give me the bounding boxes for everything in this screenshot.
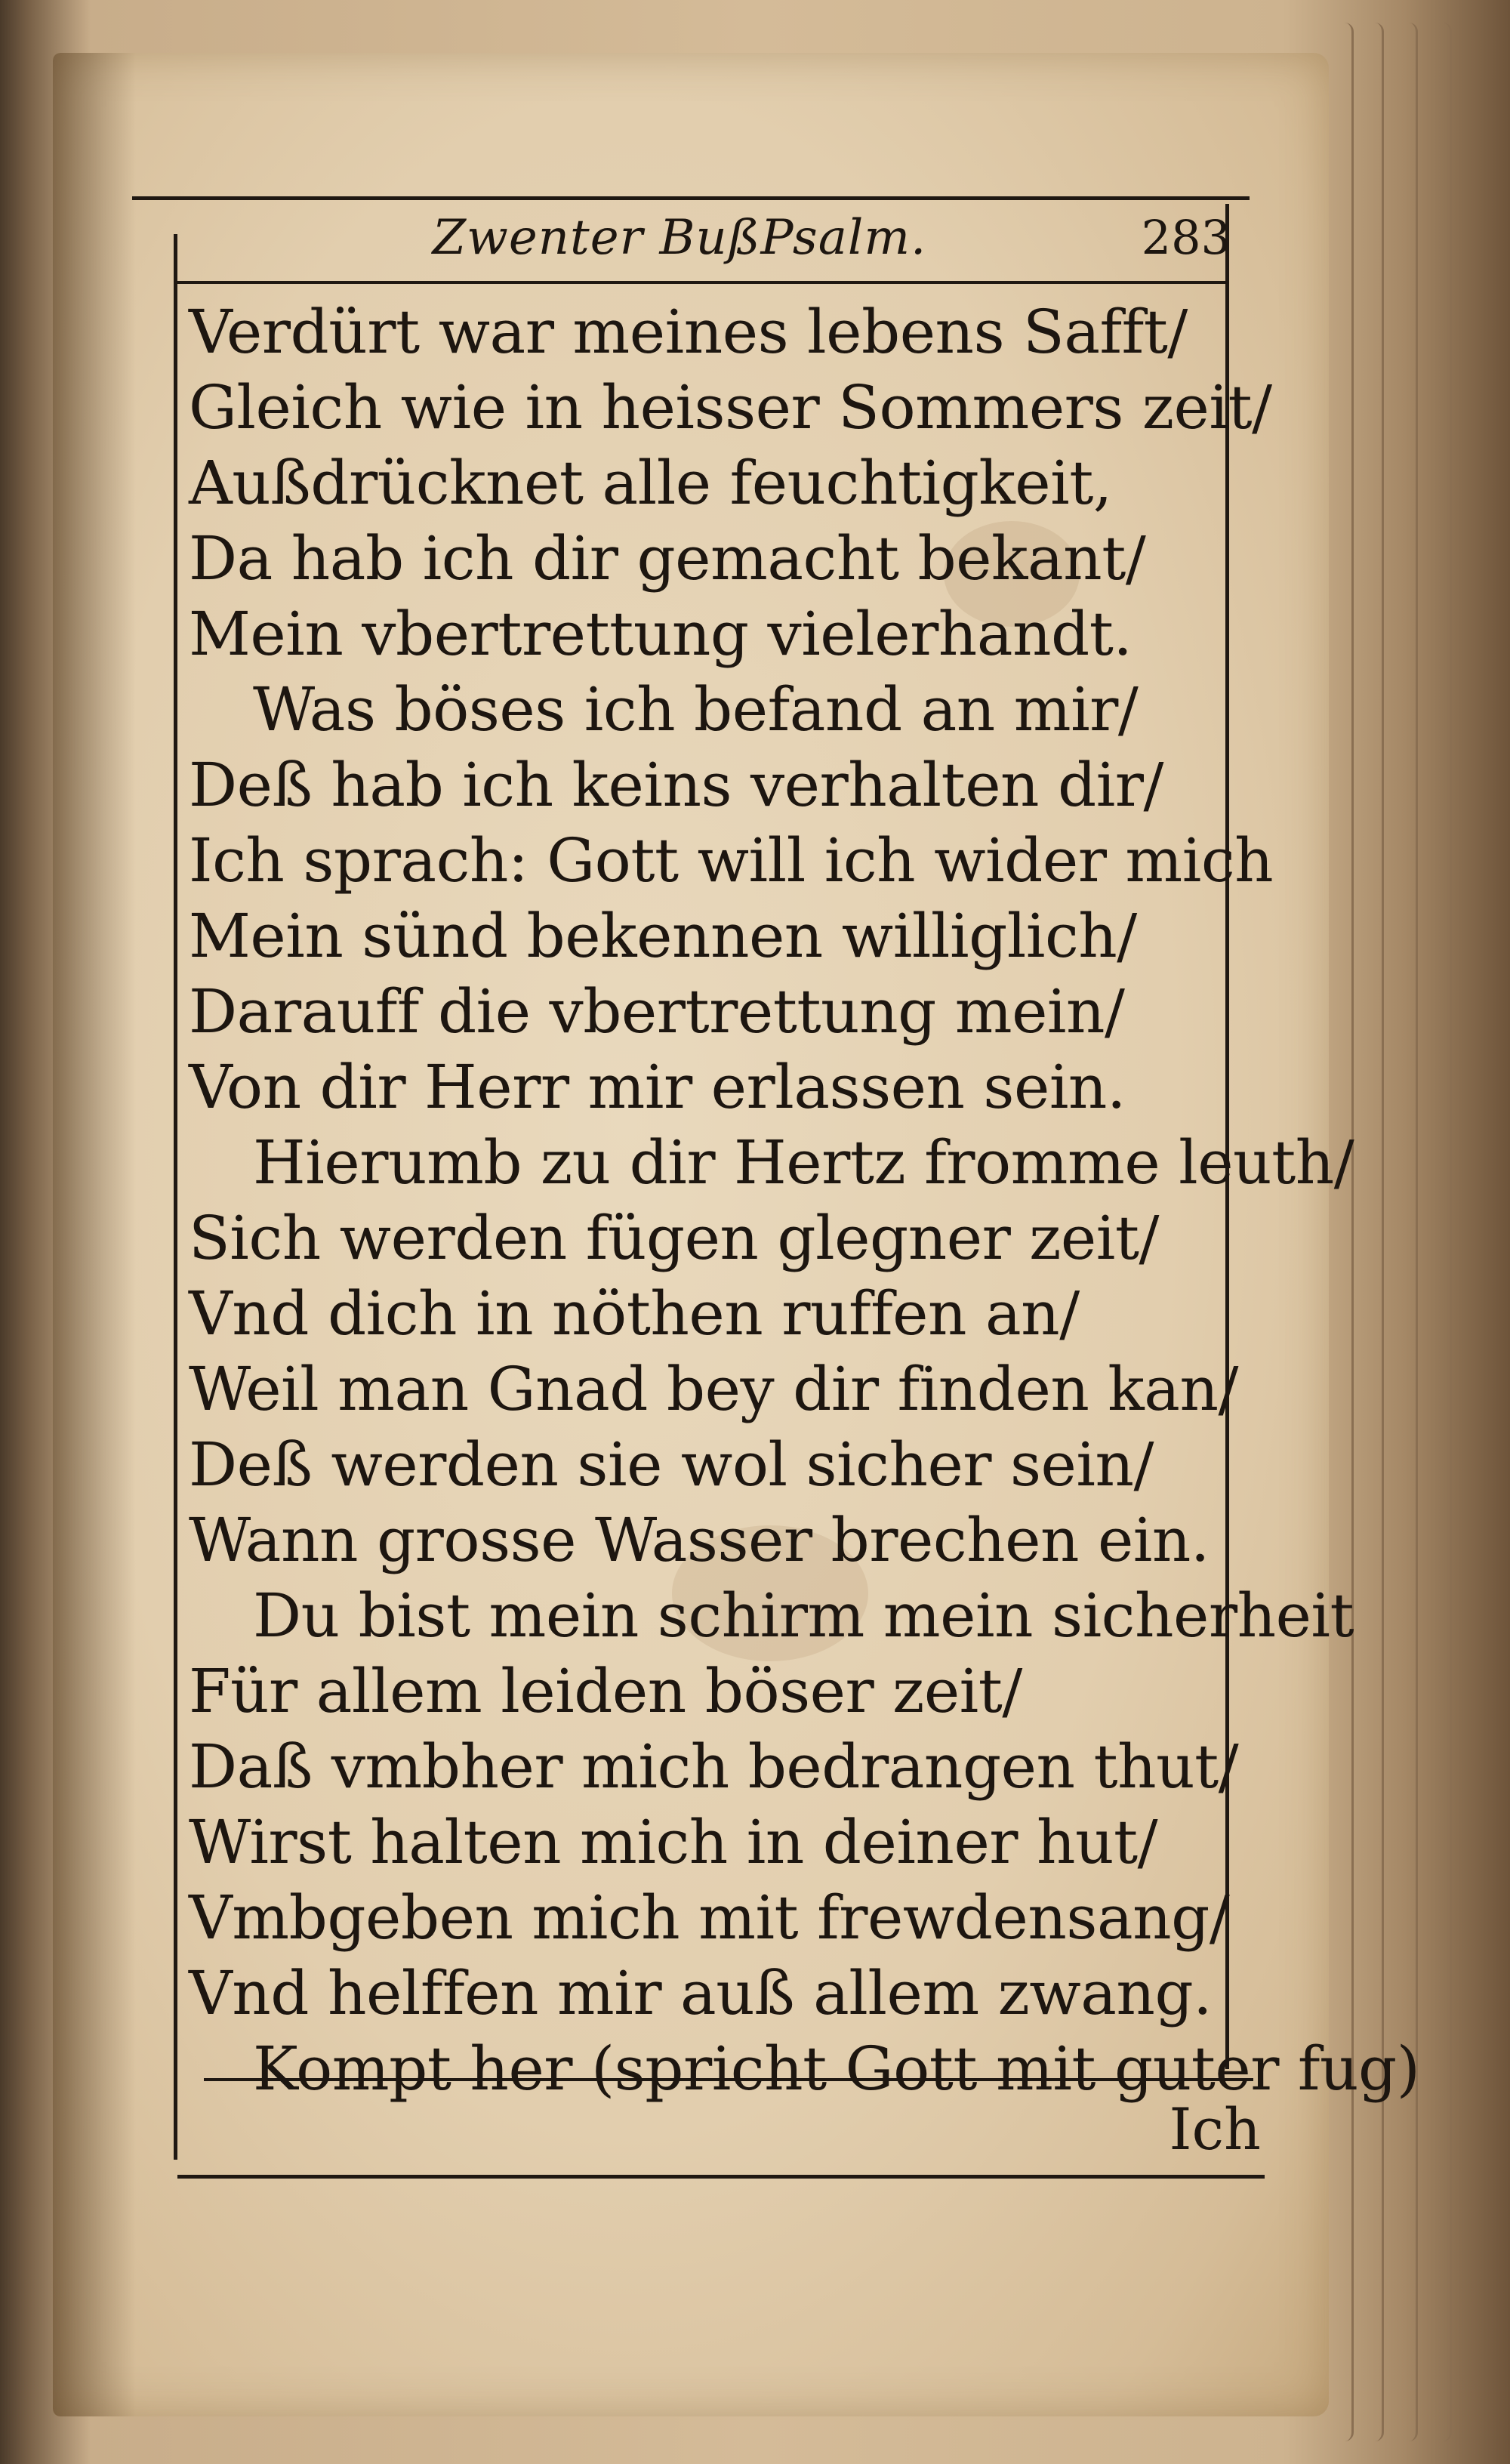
verse-line: Von dir Herr mir erlassen sein. <box>189 1052 1126 1122</box>
verse-line: Verdürt war meines lebens Safft/ <box>189 297 1188 367</box>
verse-line: Weil man Gnad bey dir finden kan/ <box>189 1354 1238 1424</box>
verse-line: Daß vmbher mich bedrangen thut/ <box>189 1732 1239 1802</box>
verse-line: Vnd helffen mir auß allem zwang. <box>189 1958 1213 2028</box>
verse-line: Für allem leiden böser zeit/ <box>189 1656 1022 1726</box>
verse-line: Mein sünd bekennen williglich/ <box>189 901 1137 971</box>
verse-line: Vmbgeben mich mit frewdensang/ <box>189 1883 1230 1953</box>
gutter-shadow <box>53 53 136 2416</box>
verse-line: Wirst halten mich in deiner hut/ <box>189 1807 1158 1877</box>
running-head: Zwenter BußPsalm. <box>432 210 927 266</box>
verse-line: Mein vbertrettung vielerhandt. <box>189 599 1132 669</box>
verse-line: Gleich wie in heisser Sommers zeit/ <box>189 372 1272 443</box>
verse-line: Sich werden fügen glegner zeit/ <box>189 1203 1159 1273</box>
stanza-start-line: Was böses ich befand an mir/ <box>253 674 1139 745</box>
frame-top-rule <box>132 196 1250 200</box>
verse-line: Wann grosse Wasser brechen ein. <box>189 1505 1210 1575</box>
verse-line: Ich sprach: Gott will ich wider mich <box>189 825 1274 896</box>
stanza-start-line: Kompt her (spricht Gott mit guter fug) <box>253 2034 1420 2104</box>
header-rule <box>177 281 1227 284</box>
footer-rule <box>177 2175 1265 2179</box>
verse-line: Da hab ich dir gemacht bekant/ <box>189 523 1146 594</box>
verse-line: Vnd dich in nöthen ruffen an/ <box>189 1278 1080 1349</box>
catchword: Ich <box>1169 2095 1261 2163</box>
verse-line: Darauff die vbertrettung mein/ <box>189 976 1125 1047</box>
book-page <box>53 53 1420 2416</box>
verse-line: Außdrücknet alle feuchtigkeit, <box>189 448 1112 518</box>
frame-left-rule <box>174 234 177 2160</box>
stanza-start-line: Hierumb zu dir Hertz fromme leuth/ <box>253 1127 1354 1198</box>
page-number: 283 <box>1141 210 1231 265</box>
stanza-start-line: Du bist mein schirm mein sicherheit <box>253 1580 1354 1651</box>
verse-line: Deß hab ich keins verhalten dir/ <box>189 750 1163 820</box>
psalm-text <box>189 295 1420 2107</box>
verse-line: Deß werden sie wol sicher sein/ <box>189 1429 1154 1500</box>
